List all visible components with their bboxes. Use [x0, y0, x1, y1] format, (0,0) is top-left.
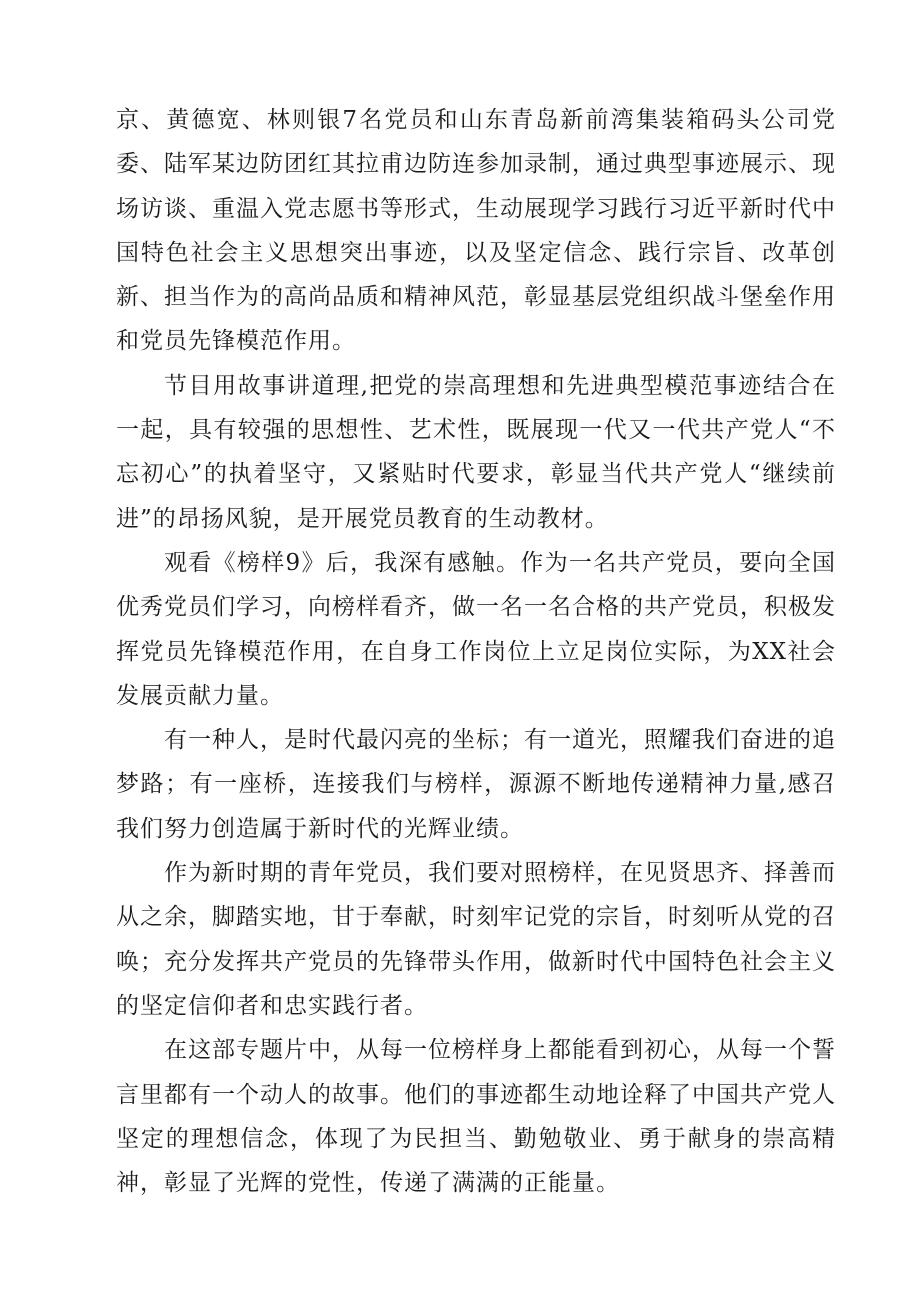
- document-body: [116, 98, 836, 1205]
- paragraph-continued: 京、黄德宽、林则银7名党员和山东青岛新前湾集装箱码头公司党委、陆军某边防团红其拉甫边防连参加录制，通过典型事迹展示、现场访谈、重温入党志愿书等形式，生动展现学习践行习近平新时代中国特色社会主义思想突出事迹，以及坚定信念、践行宗旨、改革创新、担当作为的高尚品质和精神风范，彰显基层党组织战斗堡垒作用和党员先锋模范作用。: [116, 107, 836, 355]
- paragraph-role-model: 有一种人，是时代最闪亮的坐标；有一道光，照耀我们奋进的追梦路；有一座桥，连接我们与榜样，源源不断地传递精神力量,感召我们努力创造属于新时代的光辉业绩。: [116, 727, 836, 842]
- paragraph-watching-reflection: 观看《榜样9》后，我深有感触。作为一名共产党员，要向全国优秀党员们学习，向榜样看齐，做一名一名合格的共产党员，积极发挥党员先锋模范作用，在自身工作岗位上立足岗位实际，为XX社会发展贡献力量。: [116, 549, 836, 709]
- paragraph-documentary: 在这部专题片中，从每一位榜样身上都能看到初心，从每一个誓言里都有一个动人的故事。他们的事迹都生动地诠释了中国共产党人坚定的理想信念，体现了为民担当、勤勉敬业、勇于献身的崇高精神，彰显了光辉的党性，传递了满满的正能量。: [116, 1037, 836, 1197]
- paragraph-youth-members: 作为新时期的青年党员，我们要对照榜样，在见贤思齐、择善而从之余，脚踏实地，甘于奉献，时刻牢记党的宗旨，时刻听从党的召唤；充分发挥共产党员的先锋带头作用，做新时代中国特色社会主义的坚定信仰者和忠实践行者。: [116, 860, 836, 1019]
- paragraph-program-story: 节目用故事讲道理,把党的崇高理想和先进典型模范事迹结合在一起，具有较强的思想性、艺术性，既展现一代又一代共产党人“不忘初心”的执着坚守，又紧贴时代要求，彰显当代共产党人“继续前进”的昂扬风貌，是开展党员教育的生动教材。: [116, 372, 836, 532]
